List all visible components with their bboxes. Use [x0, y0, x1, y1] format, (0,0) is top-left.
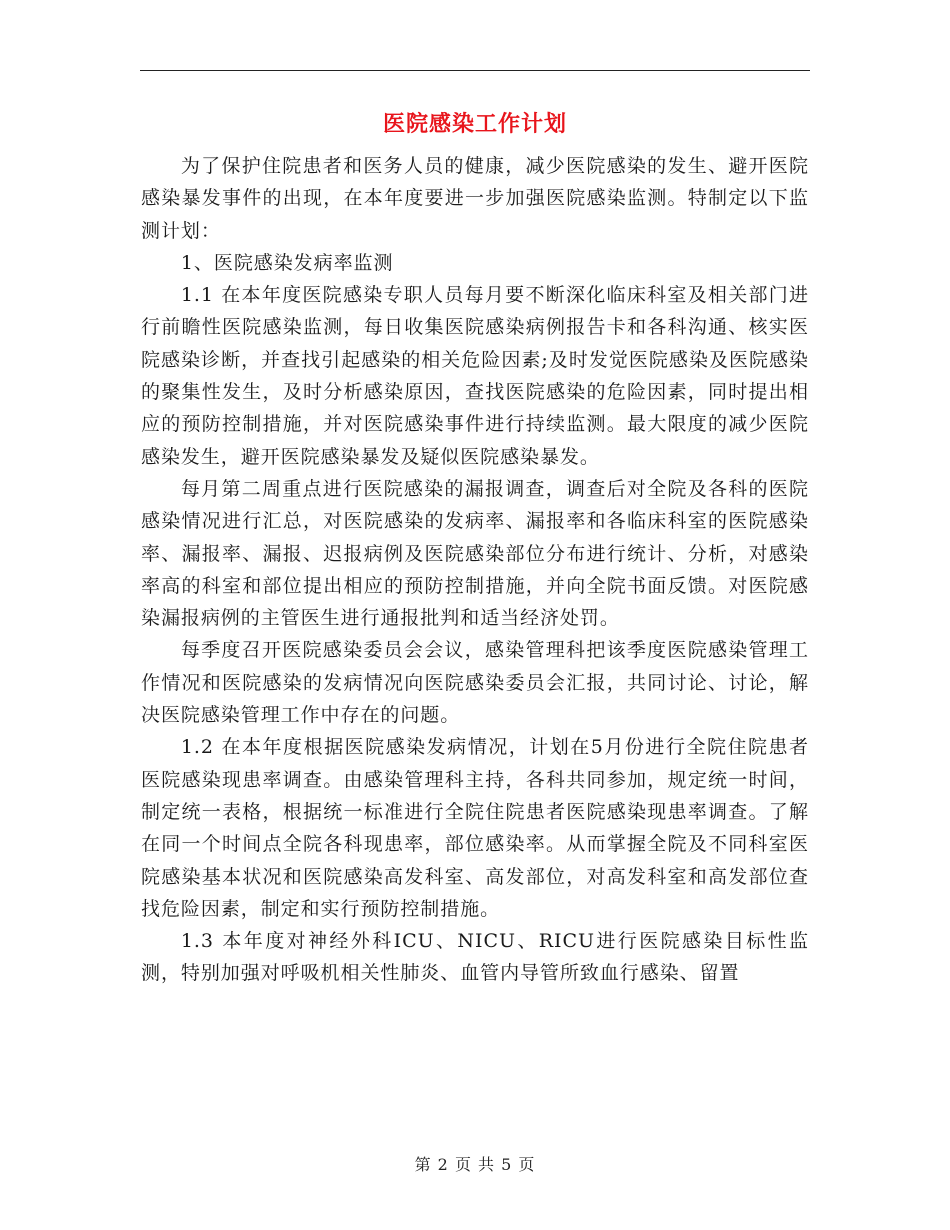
document-title: 医院感染工作计划	[382, 111, 567, 137]
page-footer: 第 2 页 共 5 页	[414, 1155, 536, 1174]
section-1-1-paragraph: 1.1 在本年度医院感染专职人员每月要不断深化临床科室及相关部门进行前瞻性医院感染监测，每日收集医院感染病例报告卡和各科沟通、核实医院感染诊断，并查找引起感染的相关危险因素;及时发觉医院感染及医院感染的聚集性发生，及时分析感染原因，查找医院感染的危险因素，同时提出相应的预防控制措施，并对医院感染事件进行持续监测。最大限度的减少医院感染发生，避开医院感染暴发及疑似医院感染暴发。	[141, 284, 809, 468]
section-1-3-paragraph: 1.3 本年度对神经外科ICU、NICU、RICU进行医院感染目标性监测，特别加强对呼吸机相关性肺炎、血管内导管所致血行感染、留置	[141, 930, 809, 985]
section-heading-1: 1、医院感染发病率监测	[180, 251, 394, 274]
header-rule	[140, 70, 810, 71]
document-body	[141, 150, 809, 990]
section-1-2-paragraph: 1.2 在本年度根据医院感染发病情况，计划在5月份进行全院住院患者医院感染现患率调查。由感染管理科主持，各科共同参加，规定统一时间，制定统一表格，根据统一标准进行全院住院患者医院感染现患率调查。了解在同一个时间点全院各科现患率，部位感染率。从而掌握全院及不同科室医院感染基本状况和医院感染高发科室、高发部位，对高发科室和高发部位查找危险因素，制定和实行预防控制措施。	[141, 736, 809, 920]
intro-paragraph: 为了保护住院患者和医务人员的健康，减少医院感染的发生、避开医院感染暴发事件的出现，在本年度要进一步加强医院感染监测。特制定以下监测计划：	[141, 155, 809, 242]
monthly-survey-paragraph: 每月第二周重点进行医院感染的漏报调查，调查后对全院及各科的医院感染情况进行汇总，对医院感染的发病率、漏报率和各临床科室的医院感染率、漏报率、漏报、迟报病例及医院感染部位分布进行统计、分析，对感染率高的科室和部位提出相应的预防控制措施，并向全院书面反馈。对医院感染漏报病例的主管医生进行通报批判和适当经济处罚。	[141, 477, 809, 630]
quarterly-meeting-paragraph: 每季度召开医院感染委员会会议，感染管理科把该季度医院感染管理工作情况和医院感染的发病情况向医院感染委员会汇报，共同讨论、讨论，解决医院感染管理工作中存在的问题。	[141, 639, 809, 727]
